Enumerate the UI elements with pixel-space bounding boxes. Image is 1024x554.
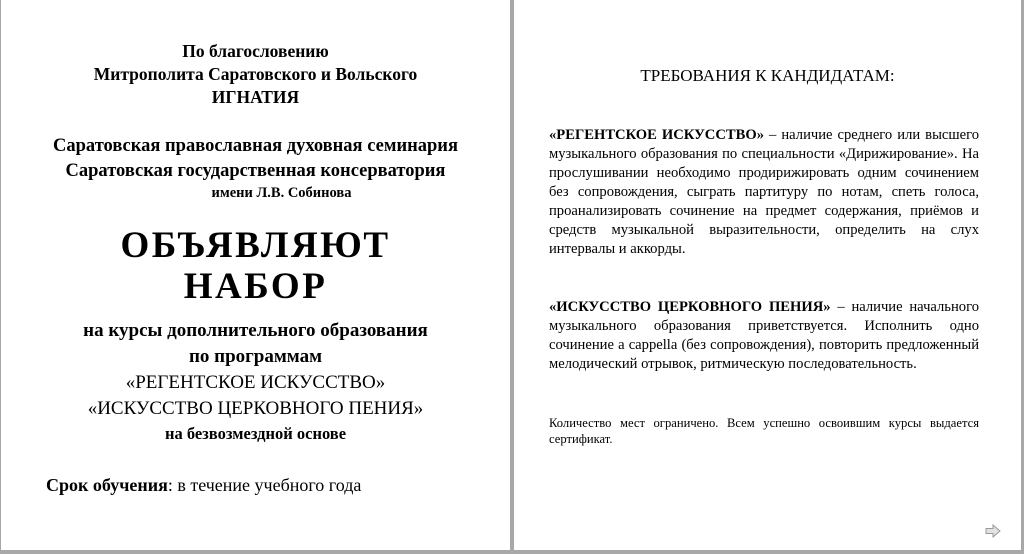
courses-line-1: на курсы дополнительного образования <box>83 320 428 341</box>
blessing-line-2: Митрополита Саратовского и Вольского <box>93 64 418 84</box>
headline-line-2: НАБОР <box>183 266 328 307</box>
requirements-title: ТРЕБОВАНИЯ К КАНДИДАТАМ: <box>640 66 895 85</box>
seminary-name: Саратовская православная духовная семинария <box>53 136 458 156</box>
church-singing-requirements <box>549 298 979 374</box>
left-page <box>1 0 510 550</box>
church-singing-text: – наличие начального музыкального образования приветствуется. Исполнить одно сочинение a cappella (без сопровождения), повторить предложенный мелодический отрывок, ритмическую последовательность. <box>549 299 979 372</box>
headline-block <box>1 225 510 307</box>
limited-places-note: Количество мест ограничено. Всем успешно освоившим курсы выдается сертификат. <box>549 416 979 446</box>
courses-line-2: по программам <box>188 346 323 367</box>
courses-block <box>1 318 510 446</box>
right-page <box>514 0 1021 550</box>
church-singing-heading: «ИСКУССТВО ЦЕРКОВНОГО ПЕНИЯ» <box>549 299 831 315</box>
study-term <box>46 474 361 496</box>
program-regent: «РЕГЕНТСКОЕ ИСКУССТВО» <box>125 372 386 393</box>
blessing-line-3: ИГНАТИЯ <box>211 87 300 107</box>
regent-heading: «РЕГЕНТСКОЕ ИСКУССТВО» <box>549 127 765 143</box>
blessing-line-1: По благословению <box>182 41 329 61</box>
blessing-block <box>1 40 510 109</box>
next-page-arrow-icon[interactable] <box>985 524 1001 538</box>
free-basis: на безвозмездной основе <box>164 424 347 443</box>
conservatory-name: Саратовская государственная консерватория <box>65 161 446 181</box>
study-term-value: : в течение учебного года <box>167 475 362 495</box>
conservatory-named-after: имени Л.В. Собинова <box>211 185 352 201</box>
regent-text: – наличие среднего или высшего музыкального образования по специальности «Дирижирование». На прослушивании необходимо продирижировать одним сочинением без сопровождения, сыграть партитуру по нотам, спеть голоса, проанализировать сочинение на предмет содержания, приёмов и средств музыкальной выразительности, определить на слух интервалы и аккорды. <box>549 127 979 257</box>
program-church-singing: «ИСКУССТВО ЦЕРКОВНОГО ПЕНИЯ» <box>87 398 424 419</box>
organizers-block <box>1 134 510 202</box>
study-term-label: Срок обучения <box>46 475 168 495</box>
headline-line-1: ОБЪЯВЛЯЮТ <box>120 225 391 266</box>
regent-requirements <box>549 126 979 259</box>
